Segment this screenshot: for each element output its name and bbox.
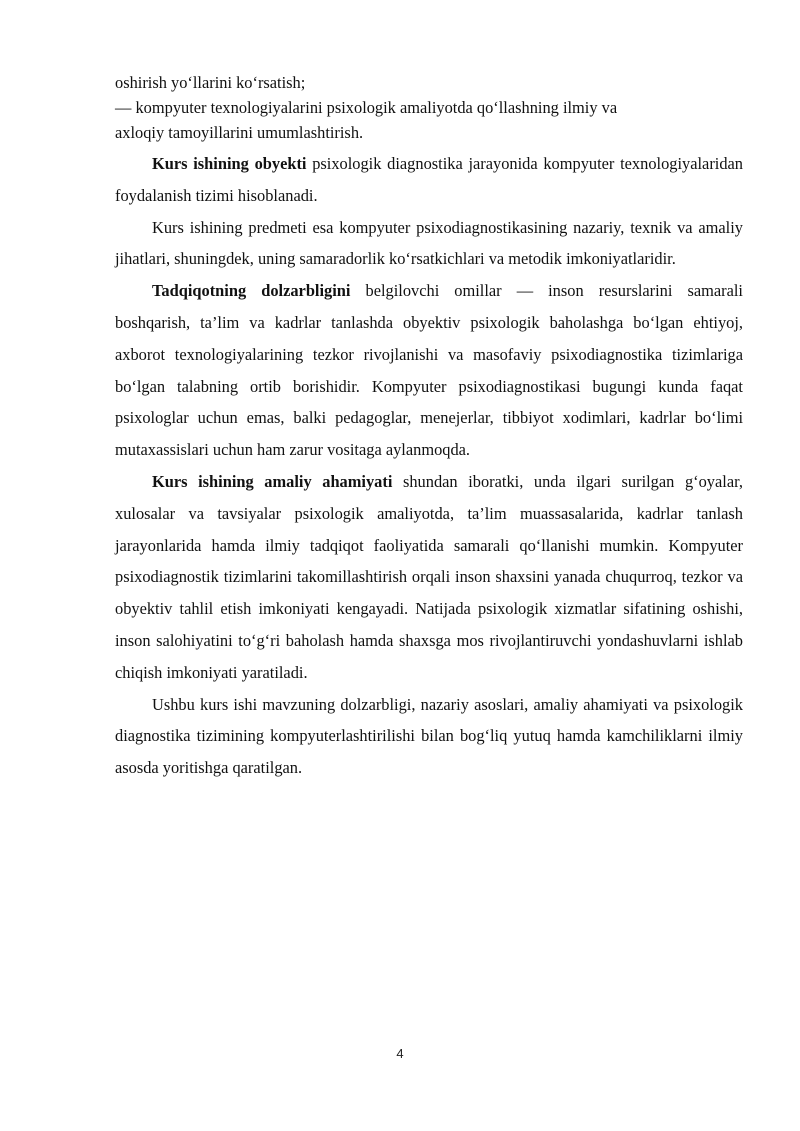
page-number: 4	[396, 1046, 404, 1061]
paragraph-object	[115, 148, 743, 212]
text-line: oshirish yo‘llarini ko‘rsatish;	[115, 73, 306, 92]
paragraph-text: shundan iboratki, unda ilgari surilgan g‘oyalar, xulosalar va tavsiyalar psixologik amaliyotda, ta’lim muassasalarida, kadrlar tanlash jarayonlarida hamda ilmiy tadqiqot faoliyatida samarali qo‘llanishi mumkin. Kompyuter psixodiagnostik tizimlarini takomillashtirish orqali inson shaxsini yanada chuqurroq, tezkor va obyektiv tahlil etish imkoniyati kengayadi. Natijada psixologik xizmatlar sifatining oshishi, inson salohiyatini to‘g‘ri baholash hamda shaxsga mos rivojlantiruvchi yondashuvlarni ishlab chiqish imkoniyati yaratiladi.	[115, 471, 743, 682]
paragraph-subject	[115, 212, 743, 276]
paragraph-text: psixologik diagnostika jarayonida kompyuter texnologiyalaridan foydalanish tizimi hisoblanadi.	[115, 154, 743, 205]
document-page	[115, 70, 743, 784]
paragraph-heading: Tadqiqotning dolzarbligini	[152, 281, 351, 301]
paragraph-heading: Kurs ishining obyekti	[152, 154, 307, 173]
paragraph-heading: Kurs ishining amaliy ahamiyati	[152, 471, 393, 491]
paragraph-summary	[115, 689, 743, 784]
paragraph-practical-significance	[115, 466, 743, 689]
intro-block	[115, 70, 743, 145]
paragraph-relevance	[115, 275, 743, 466]
text-line: — kompyuter texnologiyalarini psixologik amaliyotda qo‘llashning ilmiy va	[115, 98, 618, 117]
paragraph-text: belgilovchi omillar — inson resurslarini samarali boshqarish, ta’lim va kadrlar tanlashda obyektiv psixologik baholashga bo‘lgan ehtiyoj, axborot texnologiyalarining tezkor rivojlanishi va masofaviy psixodiagnostika tizimlariga bo‘lgan talabning ortib borishidir. Kompyuter psixodiagnostikasi bugungi kunda faqat psixologlar uchun emas, balki pedagoglar, menejerlar, tibbiyot xodimlari, kadrlar bo‘limi mutaxassislari uchun ham zarur vositaga aylanmoqda.	[115, 281, 743, 460]
paragraph-text: Kurs ishining predmeti esa kompyuter psixodiagnostikasining nazariy, texnik va amaliy jihatlari, shuningdek, uning samaradorlik ko‘rsatkichlari va metodik imkoniyatlaridir.	[115, 217, 743, 269]
text-line: axloqiy tamoyillarini umumlashtirish.	[115, 123, 364, 142]
paragraph-text: Ushbu kurs ishi mavzuning dolzarbligi, nazariy asoslari, amaliy ahamiyati va psixologik diagnostika tizimining kompyuterlashtirilishi bilan bog‘liq yutuq hamda kamchiliklarni ilmiy asosda yoritishga qaratilgan.	[115, 694, 743, 778]
